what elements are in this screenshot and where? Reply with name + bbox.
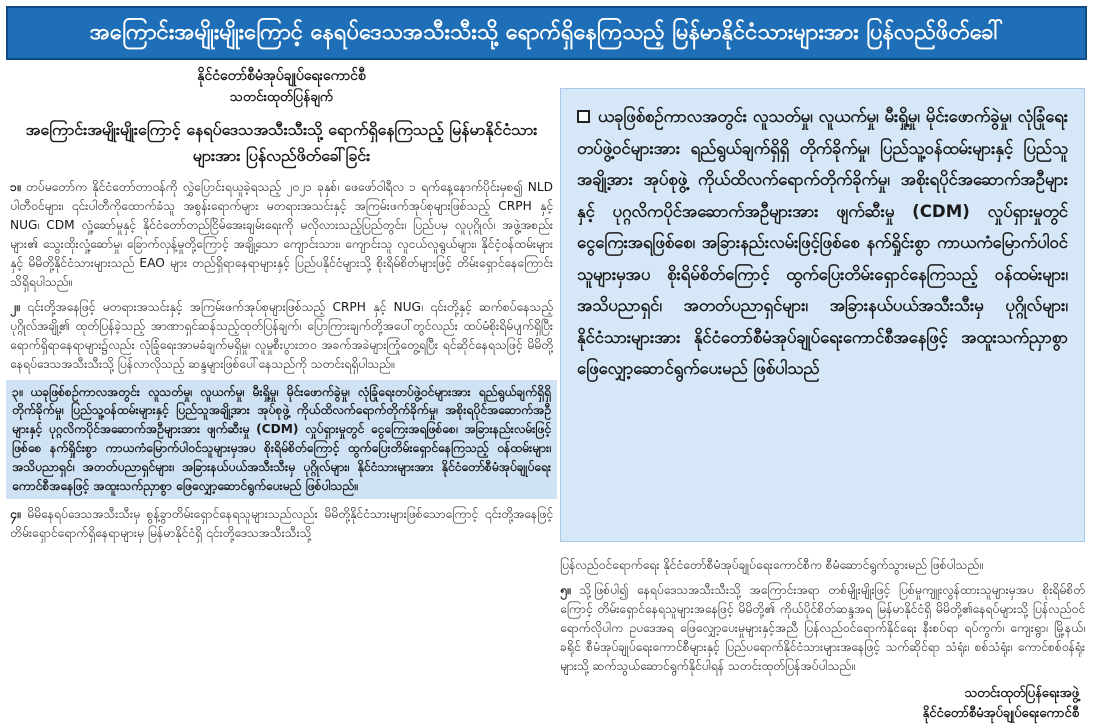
paragraph-text: ယခုဖြစ်စဉ်ကာလအတွင်း လူသတ်မှု၊ လူယက်မှု၊ မီးရှို့မှု၊ မိုင်းဖောက်ခွဲမှု၊ လုံခြုံရေးတပ်ဖွဲ့ဝင်များအား ရည်ရွယ်ချက်ရှိရှိ တိုက်ခိုက်မှု၊ ပြည်သူ့ဝန်ထမ်းများနှင့် ပြည်သူအချို့အား အုပ်စုဖွဲ့ ကိုယ်ထိလက်ရောက်တိုက်ခိုက်မှု၊ အစိုးရပိုင်အဆောက်အဦများနှင့် ပုဂ္ဂလိကပိုင်အဆောက်အဦများအား ဖျက်ဆီးမှု (CDM) လှုပ်ရှားမှုတွင် ငွေကြေးအရဖြစ်စေ၊ အခြားနည်းလမ်းဖြင့်ဖြစ်စေ နက်ရှိုင်းစွာ ကာယကံမြောက်ပါဝင်သူများမှအပ စိုးရိမ်စိတ်ကြောင့် ထွက်ပြေးတိမ်းရှောင်နေကြသည့် ဝန်ထမ်းများ၊ အသိပညာရှင်၊ အတတ်ပညာရှင်များ၊ အခြားနယ်ပယ်အသီးသီးမှ ပုဂ္ဂိုလ်များ၊ နိုင်ငံသားများအား နိုင်ငံတော်စီမံအုပ်ချုပ်ရေးကောင်စီအနေဖြင့် အထူးသက်ညှာစွာ ဖြေလျှော့ဆောင်ရွက်ပေးမည် ဖြစ်ပါသည်။: [12, 384, 552, 494]
document-type: သတင်းထုတ်ပြန်ချက်: [229, 89, 334, 105]
paragraph-text: မိမိနေရပ်ဒေသအသီးသီးမှ စွန့်ခွာတိမ်းရှောင်နေရသူများသည်လည်း မိမိတို့နိုင်ငံသားများဖြစ်သောကြောင့် ၎င်းတို့အနေဖြင့် တိမ်းရှောင်ရောက်ရှိနေရာများမှ မြန်မာနိုင်ငံရှိ ၎င်းတို့ဒေသအသီးသီးသို့: [10, 506, 553, 540]
paragraph-2: [10, 298, 553, 374]
left-column: [10, 66, 553, 712]
callout-text: ယခုဖြစ်စဉ်ကာလအတွင်း လူသတ်မှု၊ လူယက်မှု၊ မီးရှို့မှု၊ မိုင်းဖောက်ခွဲမှု၊ လုံခြုံရေးတပ်ဖွဲ့ဝင်များအား ရည်ရွယ်ချက်ရှိရှိ တိုက်ခိုက်မှု၊ ပြည်သူ့ဝန်ထမ်းများနှင့် ပြည်သူအချို့အား အုပ်စုဖွဲ့ ကိုယ်ထိလက်ရောက်တိုက်ခိုက်မှု၊ အစိုးရပိုင်အဆောက်အဦများနှင့် ပုဂ္ဂလိကပိုင်အဆောက်အဦများအား ဖျက်ဆီးမှု (CDM) လှုပ်ရှားမှုတွင် ငွေကြေးအရဖြစ်စေ၊ အခြားနည်းလမ်းဖြင့်ဖြစ်စေ နက်ရှိုင်းစွာ ကာယကံမြောက်ပါဝင်သူများမှအပ စိုးရိမ်စိတ်ကြောင့် ထွက်ပြေးတိမ်းရှောင်နေကြသည့် ဝန်ထမ်းများ၊ အသိပညာရှင်၊ အတတ်ပညာရှင်များ၊ အခြားနယ်ပယ်အသီးသီးမှ ပုဂ္ဂိုလ်များ၊ နိုင်ငံသားများအား နိုင်ငံတော်စီမံအုပ်ချုပ်ရေးကောင်စီအနေဖြင့် အထူးသက်ညှာစွာ ဖြေလျှော့ဆောင်ရွက်ပေးမည် ဖြစ်ပါသည်: [577, 107, 1068, 379]
signature-block: [923, 684, 1079, 724]
paragraph-4-continued: [560, 556, 1085, 575]
paragraph-5: [560, 581, 1085, 676]
paragraph-1: [10, 178, 553, 291]
paragraph-list: [10, 178, 553, 542]
right-body: [560, 556, 1085, 681]
signature-line-1: သတင်းထုတ်ပြန်ရေးအဖွဲ့: [964, 686, 1079, 701]
callout-text-block: [577, 101, 1068, 385]
signature-line-2: နိုင်ငံတော်စီမံအုပ်ချုပ်ရေးကောင်စီ: [922, 706, 1079, 722]
banner-title: အကြောင်းအမျိုးမျိုးကြောင့် နေရပ်ဒေသအသီးသီးသို့ ရောက်ရှိနေကြသည့် မြန်မာနိုင်ငံသားများအား ပြန်လည်ဖိတ်ခေါ်: [6, 6, 1087, 60]
paragraph-text: ပြန်လည်ဝင်ရောက်ရေး နိုင်ငံတော်စီမံအုပ်ချုပ်ရေးကောင်စီက စီမံဆောင်ရွက်သွားမည် ဖြစ်ပါသည်။: [560, 558, 983, 572]
issuer-name: နိုင်ငံတော်စီမံအုပ်ချုပ်ရေးကောင်စီ: [197, 68, 366, 84]
paragraph-text: တပ်မတော်က နိုင်ငံတော်တာဝန်ကို လွှဲပြောင်းရယူခဲ့ရသည့် ၂၀၂၁ ခုနှစ်၊ ဖေဖော်ဝါရီလ ၁ ရက်နေ့နောက်ပိုင်းမှစ၍ NLD ပါတီဝင်များ၊ ၎င်းပါတီကိုထောက်ခံသူ အစွန်းရောက်များ မတရားအသင်းနှင့် အကြမ်းဖက်အုပ်စုများဖြစ်သည့် CRPH နှင့် NUG၊ CDM လှုံ့ဆော်မှုနှင့် နိုင်ငံတော်တည်ငြိမ်အေးချမ်းရေးကို မလိုလားသည့်ပြည်တွင်း၊ ပြည်ပမှ လူပုဂ္ဂိုလ်၊ အဖွဲ့အစည်းများ၏ သွေးထိုးလှုံ့ဆော်မှု၊ ခြောက်လှန့်မှုတို့ကြောင့် အချို့သော ကျောင်းသား၊ ကျောင်းသူ လူငယ်လူရွယ်များ၊ နိုင်ငံ့ဝန်ထမ်းများနှင့် မိမိတို့နိုင်ငံသားများသည် EAO များ တည်ရှိရာနေရာများနှင့် ပြည်ပနိုင်ငံများသို့ စိုးရိမ်စိတ်များဖြင့် တိမ်းရှောင်နေကြောင်း သိရှိရပါသည်။: [10, 180, 553, 289]
paragraph-number: ၂။: [10, 299, 20, 314]
paragraph-number: ၃။: [12, 384, 23, 399]
callout-box: [560, 88, 1085, 542]
paragraph-3-highlighted: [6, 380, 557, 499]
paragraph-number: ၄။: [10, 506, 21, 521]
right-column: [560, 66, 1085, 722]
paragraph-text: သို့ဖြစ်ပါ၍ နေရပ်ဒေသအသီးသီးသို့ အကြောင်းအရာ တစ်မျိုးမျိုးဖြင့် ပြစ်မှုကျူးလွန်ထားသူများမှအပ စိုးရိမ်စိတ်ကြောင့် တိမ်းရှောင်နေရသူများအနေဖြင့် မိမိတို့၏ ကိုယ်ပိုင်စိတ်ဆန္ဒအရ မြန်မာနိုင်ငံရှိ မိမိတို့၏နေရပ်များသို့ ပြန်လည်ဝင်ရောက်လိုပါက ဥပဒေအရ ဖြေလျှော့ပေးမှုများနှင့်အညီ ပြန်လည်ဝင်ရောက်နိုင်ရေး နီးစပ်ရာ ရပ်ကွက်၊ ကျေးရွာ၊ မြို့နယ်၊ ခရိုင် စီမံအုပ်ချုပ်ရေးကောင်စီများနှင့် ပြည်ပရောက်နိုင်ငံသားများအနေဖြင့် သက်ဆိုင်ရာ သံရုံး၊ စစ်သံရုံး၊ ကောင်စစ်ဝန်ရုံးများသို့ ဆက်သွယ်ဆောင်ရွက်နိုင်ပါရန် သတင်းထုတ်ပြန်အပ်ပါသည်။: [560, 582, 1085, 673]
paragraph-number: ၅။: [560, 582, 571, 597]
paragraph-number: ၁။: [10, 180, 21, 195]
statement-title: အကြောင်းအမျိုးမျိုးကြောင့် နေရပ်ဒေသအသီးသီးသို့ ရောက်ရှိနေကြသည့် မြန်မာနိုင်ငံသားများအား ပြန်လည်ဖိတ်ခေါ်ခြင်း: [25, 120, 538, 165]
checkbox-square-icon: [577, 110, 590, 123]
paragraph-4: [10, 505, 553, 543]
paragraph-text: ၎င်းတို့အနေဖြင့် မတရားအသင်းနှင့် အကြမ်းဖက်အုပ်စုများဖြစ်သည့် CRPH နှင့် NUG၊ ၎င်းတို့နှင့် ဆက်စပ်နေသည့် ပုဂ္ဂိုလ်အချို့၏ ထုတ်ပြန်ခဲ့သည့် အာဏာရှင်ဆန်သည့်ထုတ်ပြန်ချက်၊ ပြောကြားချက်တို့အပေါ်တွင်လည်း ထပ်မံစိုးရိမ်ပျက်ရှိပြီး ရောက်ရှိရာနေရာများ၌လည်း လုံခြုံရေးအာမခံချက်မရှိမှု၊ လူမှုစီးပွားဘဝ အခက်အခဲများကြုံတွေ့ရပြီး ရင်ဆိုင်နေရသဖြင့် မိမိတို့ နေရပ်ဒေသအသီးသီးသို့ ပြန်လာလိုသည့် ဆန္ဒများဖြစ်ပေါ်နေသည်ကို သတင်းရရှိပါသည်။: [10, 299, 553, 371]
